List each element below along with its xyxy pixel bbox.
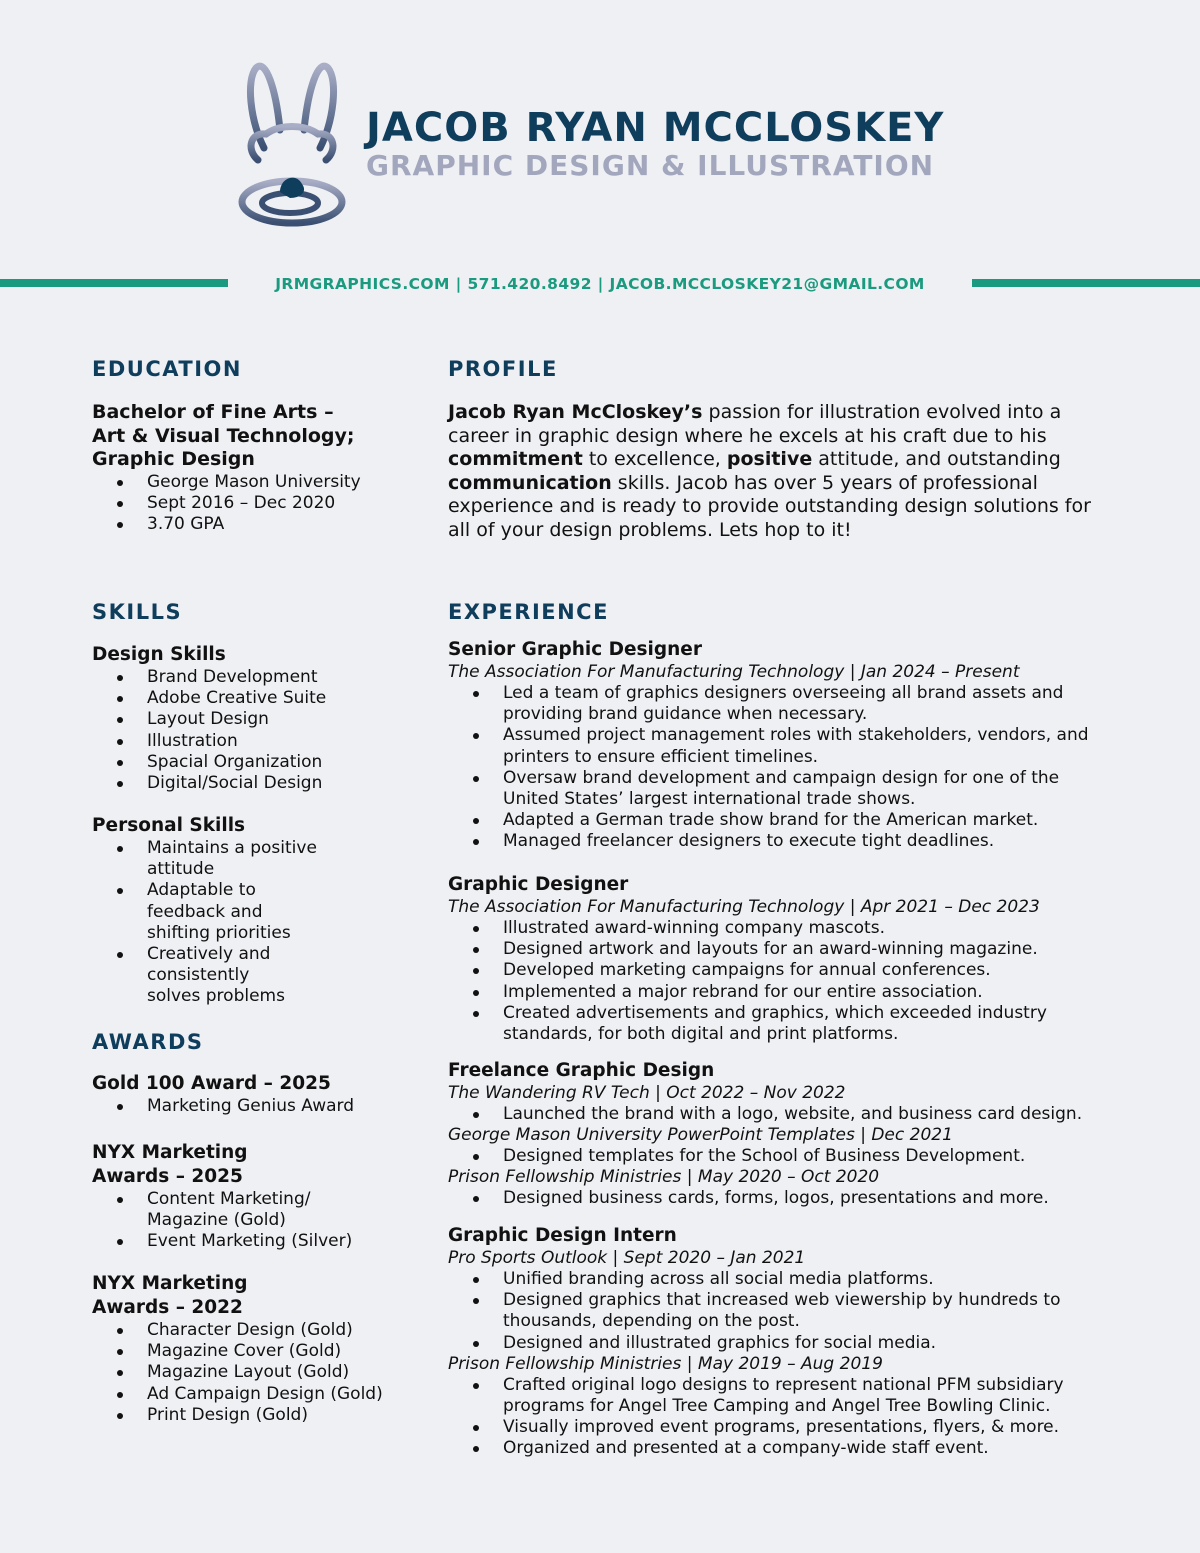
job-company: Pro Sports Outlook | Sept 2020 – Jan 2021 [448, 1248, 806, 1268]
job-duties [448, 1269, 1093, 1354]
award-nyx-2022 [92, 1272, 422, 1426]
list-item: Spacial Organization [147, 752, 412, 773]
job-duties [448, 683, 1093, 853]
design-skills [92, 643, 412, 794]
list-item: Brand Development [147, 667, 412, 688]
list-item: Crafted original logo designs to represent national PFM subsidiary programs for Angel Tree Camping and Angel Tree Bowling Clinic. [503, 1375, 1093, 1417]
degree-line: Bachelor of Fine Arts – [92, 401, 334, 423]
job-intern [448, 1224, 1118, 1460]
job-title: Freelance Graphic Design [448, 1060, 715, 1081]
award-gold-100 [92, 1072, 422, 1117]
list-item: Oversaw brand development and campaign design for one of the United States’ largest international trade shows. [503, 768, 1093, 810]
job-duties [448, 918, 1083, 1045]
list-item: Adaptable to feedback and shifting priorities [147, 880, 327, 944]
list-item: Organized and presented at a company-wide staff event. [503, 1438, 1093, 1459]
profile-keyword: positive [726, 448, 813, 470]
list-item: Visually improved event programs, presentations, flyers, & more. [503, 1417, 1093, 1438]
award-title: NYX Marketing [92, 1142, 248, 1163]
profile-keyword: communication [448, 471, 612, 494]
profile-text: skills. Jacob has over 5 years of professional experience and is ready to provide outstanding design solutions for all of your design problems. Lets hop to it! [448, 471, 1091, 541]
list-item: Adapted a German trade show brand for the American market. [503, 810, 1093, 831]
candidate-tagline: GRAPHIC DESIGN & ILLUSTRATION [366, 149, 935, 182]
list-item: Ad Campaign Design (Gold) [147, 1384, 422, 1405]
design-skills-title: Design Skills [92, 644, 226, 665]
list-item: Illustrated award-winning company mascots. [503, 918, 1083, 939]
personal-skills-title: Personal Skills [92, 815, 246, 836]
education-list [92, 472, 412, 536]
list-item: Illustration [147, 731, 412, 752]
list-item: Magazine Layout (Gold) [147, 1362, 422, 1383]
awards-heading: AWARDS [92, 1030, 204, 1054]
job-duties [448, 1104, 1138, 1125]
contact-divider-right [972, 279, 1200, 287]
job-duties [448, 1375, 1093, 1460]
list-item: Content Marketing/ Magazine (Gold) [147, 1189, 327, 1231]
job-duties [448, 1188, 1138, 1209]
degree-line: Graphic Design [92, 448, 255, 470]
list-item: Designed templates for the School of Business Development. [503, 1146, 1138, 1167]
list-item: Unified branding across all social media platforms. [503, 1269, 1093, 1290]
award-list [92, 1189, 422, 1253]
list-item: Maintains a positive attitude [147, 838, 327, 880]
list-item: 3.70 GPA [147, 514, 412, 535]
list-item: Event Marketing (Silver) [147, 1231, 422, 1252]
list-item: Designed artwork and layouts for an award-winning magazine. [503, 939, 1083, 960]
list-item: Designed business cards, forms, logos, presentations and more. [503, 1188, 1138, 1209]
education-heading: EDUCATION [92, 357, 242, 381]
list-item: Print Design (Gold) [147, 1405, 422, 1426]
profile-heading: PROFILE [448, 357, 558, 381]
list-item: Adobe Creative Suite [147, 688, 412, 709]
design-skills-list [92, 667, 412, 794]
award-title: NYX Marketing [92, 1273, 248, 1294]
list-item: Creatively and consistently solves problems [147, 944, 297, 1008]
job-freelance [448, 1059, 1138, 1210]
profile-text: to excellence, [582, 448, 727, 470]
list-item: Sept 2016 – Dec 2020 [147, 493, 412, 514]
bunny-logo-icon [236, 60, 348, 228]
personal-skills [92, 814, 362, 1008]
job-duties [448, 1146, 1138, 1167]
award-title: Awards – 2025 [92, 1166, 243, 1187]
degree-line: Art & Visual Technology; [92, 424, 355, 447]
list-item: Layout Design [147, 709, 412, 730]
list-item: Managed freelancer designers to execute tight deadlines. [503, 831, 1093, 852]
list-item: Led a team of graphics designers overseeing all brand assets and providing brand guidance when necessary. [503, 683, 1093, 725]
profile-text: attitude, and outstanding [812, 448, 1061, 470]
job-company: The Association For Manufacturing Technology | Apr 2021 – Dec 2023 [448, 897, 1040, 917]
contact-info: JRMGRAPHICS.COM | 571.420.8492 | JACOB.MCCLOSKEY21@GMAIL.COM [275, 275, 925, 293]
list-item: Designed graphics that increased web viewership by hundreds to thousands, depending on the post. [503, 1290, 1093, 1332]
list-item: Designed and illustrated graphics for social media. [503, 1333, 1093, 1354]
list-item: Launched the brand with a logo, website, and business card design. [503, 1104, 1138, 1125]
profile-paragraph [448, 401, 1108, 542]
profile-text: passion for illustration evolved into a career in graphic design where he excels at his craft due to his [448, 401, 1062, 447]
job-title: Graphic Designer [448, 874, 629, 895]
job-title: Senior Graphic Designer [448, 639, 702, 660]
job-company: The Association For Manufacturing Technology | Jan 2024 – Present [448, 662, 1020, 682]
job-title: Graphic Design Intern [448, 1225, 677, 1246]
experience-heading: EXPERIENCE [448, 600, 609, 624]
list-item: Created advertisements and graphics, which exceeded industry standards, for both digital and print platforms. [503, 1003, 1083, 1045]
award-title: Awards – 2022 [92, 1297, 243, 1318]
job-company: The Wandering RV Tech | Oct 2022 – Nov 2022 [448, 1083, 846, 1103]
list-item: Character Design (Gold) [147, 1320, 422, 1341]
award-title: Gold 100 Award – 2025 [92, 1073, 331, 1094]
job-company: George Mason University PowerPoint Templates | Dec 2021 [448, 1125, 953, 1146]
list-item: Digital/Social Design [147, 773, 412, 794]
skills-heading: SKILLS [92, 600, 183, 624]
job-company: Prison Fellowship Ministries | May 2020 – Oct 2020 [448, 1167, 880, 1188]
personal-skills-list [92, 838, 327, 1008]
education-section [92, 401, 412, 535]
list-item: Magazine Cover (Gold) [147, 1341, 422, 1362]
list-item: Developed marketing campaigns for annual conferences. [503, 960, 1083, 981]
profile-keyword: commitment [448, 448, 583, 470]
list-item: George Mason University [147, 472, 412, 493]
job-senior-graphic-designer [448, 638, 1118, 853]
award-nyx-2025 [92, 1141, 422, 1253]
award-list [92, 1096, 422, 1117]
list-item: Assumed project management roles with stakeholders, vendors, and printers to ensure efficient timelines. [503, 725, 1093, 767]
list-item: Implemented a major rebrand for our entire association. [503, 982, 1083, 1003]
candidate-name: JACOB RYAN MCCLOSKEY [366, 105, 945, 151]
contact-divider-left [0, 279, 228, 287]
profile-name: Jacob Ryan McCloskey’s [448, 401, 703, 423]
job-graphic-designer [448, 873, 1118, 1045]
list-item: Marketing Genius Award [147, 1096, 422, 1117]
award-list [92, 1320, 422, 1426]
job-company: Prison Fellowship Ministries | May 2019 – Aug 2019 [448, 1353, 883, 1374]
